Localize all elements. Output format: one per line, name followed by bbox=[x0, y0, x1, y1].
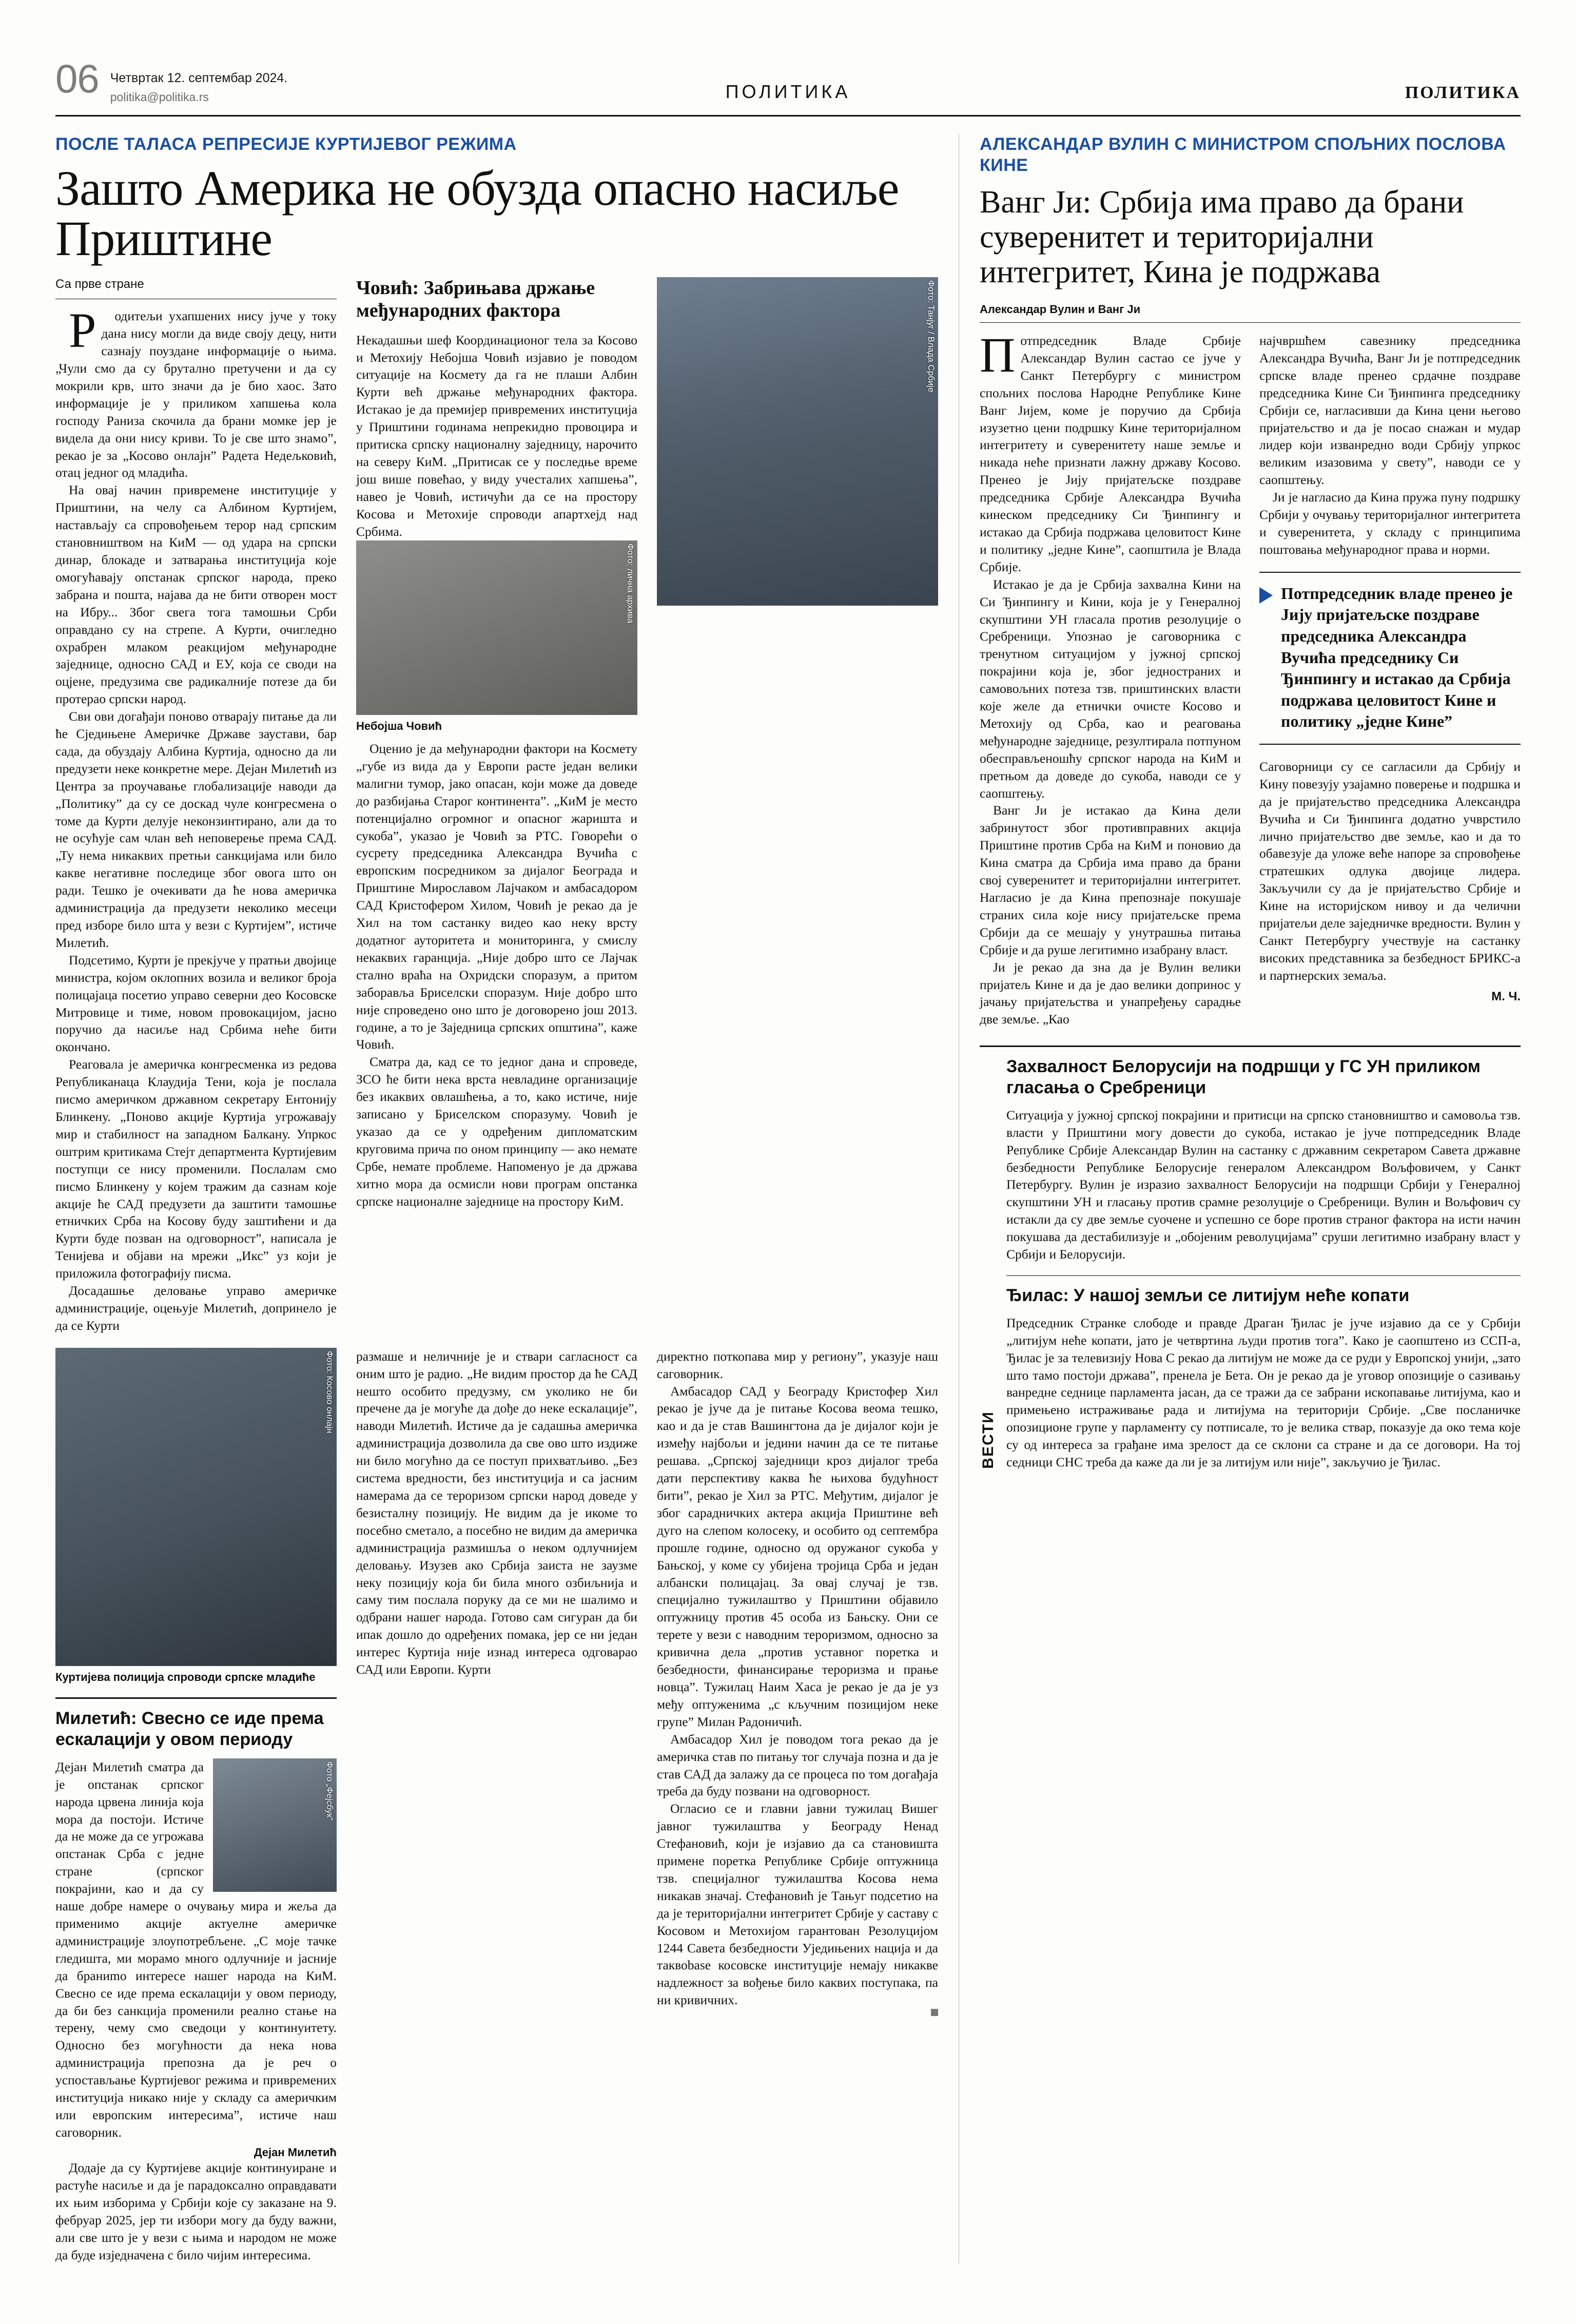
covic-portrait-block bbox=[356, 540, 637, 733]
main-paragraph-3: Сви ови догађаји поново отварају питање да ли ће Сједињене Америчке Државе заустави, бар сада, да обуздају Албина Куртија, односно да ли предузети неке конкретне мере. Дејан Милетић из Центра за проучавање глобализације наводи да „Политику” да су се доскад чуле конгресмена о томе да Курти делује неконзинтирано, али да то не осућује сам члан већ неповерење према САД. „Ту нема никаквих претњи санкцијама или било какве негативне последице због овога што он ради. Тешко је очекивати да ће нова америчка администрација да предузети неколико месеци пред изборе било шта у вези с Куртијем”, истиче Милетић. bbox=[55, 709, 337, 950]
secondary-article-headline: Ванг Ји: Србија има право да брани суверенитет и територијални интегритет, Кина је подржава bbox=[980, 184, 1464, 290]
covic-portrait-caption: Небојша Човић bbox=[356, 719, 442, 732]
miletic-portrait-photo bbox=[213, 1758, 337, 1892]
kosovo-police-photo bbox=[55, 1348, 337, 1666]
secondary-paragraph-4: Ји је рекао да зна да је Вулин велики пријатељ Кине и да је дао велики допринос у јачању пријатељства и унапређењу сарадње две земље. „Као bbox=[980, 959, 1241, 1027]
secondary-article-kicker: АЛЕКСАНДАР ВУЛИН С МИНИСТРОМ СПОЉНИХ ПОСЛОВА КИНЕ bbox=[980, 134, 1506, 176]
page-number: 06 bbox=[55, 56, 99, 101]
main-col2-paragraph-1: размаше и неличније је и ствари сагласност са оним што је радио. „Не видим простор да ће САД нешто особито предузму, см уколико не би пречене да је могуће да дође до неке ескалације”, наводи Милетић. Истиче да је садашња америчка администрација дозволила да све ово што издиже ни било могућно да се поступ прихватљиво. „Без система вредности, без институција и са јасним намерама да се тероризом српски народ доведе у безисталну позицију. Не видим да је икоме то посебно сметало, а посебно не видим да америчка администрација размишља о неком одлучнијем деловању. Изузев ако Србија заиста не заузме неку позицију која би била много озбиљнија и саму тим послала поруку да се ми не шалимо и одбрани нашег народа. Готово сам сигуран да би ипак дошло до одређених помака, јер се ни један интерес Куртија није изнад интереса одговарао САД или Европи. Курти bbox=[356, 1348, 637, 1677]
main-paragraph-5: Реаговала је америчка конгресменка из редова Републиканаца Клаудија Тени, која је послала писмо америчком државном секретару Ентонију Блинкену. „Поново акције Куртија угрожавају мир и стабилност на западном Балкану. Упркос оштрим критикама Стејт департмента Куртијевим поступци се нису променили. Послалам смо писмо Блинкену у којем тражим да сазнам које акције ће САД предузети да заштити тамошње етничких Срба на Косову буду заштићени и да Курти буде позван на одговорност”, написала је Тенијева и објави на мрежи „Икс” уз који је приложила фотографију писма. bbox=[55, 1057, 337, 1281]
main-article bbox=[55, 134, 959, 2264]
section-title: ПОЛИТИКА bbox=[725, 81, 851, 102]
main-col-3 bbox=[657, 277, 938, 1334]
secondary-paragraph-3: Ванг Ји је истакао да Кина дели забринутост због противправних акција Приштине против Срба на КиМ и поновио да Кина сматра да Србија има право да брани свој суверенитет и територијални интегритет. Нагласио је да Кина препознаје покушаје страних сила које нису пријатељске према Србији да се мешају у унутрашња питања Србије и да руше легитимно изабрану власт. bbox=[980, 803, 1241, 957]
covic-portrait-photo bbox=[356, 540, 637, 715]
vesti-section bbox=[980, 1045, 1521, 1471]
secondary-paragraph-5: најчвршћем савезнику председника Александра Вучића, Ванг Ји је потпредседник српске владе пренео срдачне поздраве председника Кине Си Ђинпинга председнику Србији се, нагласивши да Кина цени његово пријатељство и да је посао снажан и мудар лидер који изванредно води Србију упркос великим изазовима у свету”, наводи се у саопштењу. bbox=[1259, 333, 1521, 488]
main-paragraph-1: Родитељи ухапшених нису јуче у току дана нису могли да виде своју децу, нити сазнају поуздане информације о њима. „Чули смо да су брутално претучени и да су мокрили крв, што значи да је био хаос. Зато информације је у приликом хапшења кола господу Ранизa скочила да брани момке јер је видела да они нису криви. То је све што знамо”, рекао је за „Косово онлајн” Радета Недељковић, отац једног од младића. bbox=[55, 303, 337, 480]
miletic-portrait-credit: Фото „Фејсбук” bbox=[325, 1761, 335, 1821]
wang-vulin-photo-credit: Фото: Танјуг / Влада Србије bbox=[926, 280, 936, 393]
secondary-article bbox=[959, 134, 1521, 2264]
publication-logo: ПОЛИТИКА bbox=[1405, 83, 1521, 102]
main-paragraph-6: Досадашње деловање управо америчке администрације, оцењује Милетић, допринело је да се Курти bbox=[55, 1283, 337, 1333]
from-front-label: Са прве стране bbox=[55, 277, 144, 292]
main-article-top-columns bbox=[55, 277, 938, 1334]
main-col3-paragraph-3: Амбасадор Хил је поводом тога рекао да је америчка став по питању тог случаја позна и да је став САД да залажу да се процеса по том догађаја треба да буду позвани на одговорност. bbox=[657, 1731, 938, 1799]
secondary-paragraph-6: Ји је нагласио да Кина пружа пуну подршку Србији у очувању територијалног интегритета и суверенитета, у складу с принципима поштовања међународног права и норми. bbox=[1259, 490, 1521, 557]
main-article-headline: Зашто Америка не обузда опасно насиље Приштине bbox=[55, 161, 899, 266]
main-col3-paragraph-4: Огласио се и главни јавни тужилац Вишег јавног тужилаштва у Београду Ненад Стефановић, који је изјавио да са становишта примене поретка Републике Србије оптужница тзв. специјалног тужилаштва Косова нема никакав значај. Стефановић је Тањуг подсетио на да је територијални интегритет Србије у саставу с Косовом и Метохијом гарантован Резолуцијом 1244 Савета безбедности Уједињених нација и да таквоbase косовске институције немају никакве надлежност за вођење било каквих поступака, па ни кривичних. bbox=[657, 1801, 938, 2008]
author-signature: М. Ч. bbox=[1491, 989, 1521, 1003]
vesti-content bbox=[1006, 1056, 1521, 1471]
miletic-paragraph-2: Додаје да су Куртијеве акције континуиране и растуће насиље и да је парадоксално оправдавати их њим изборима у Србији које су заказане на 9. фебруар 2025, јер ти избори могу да буду важни, али све што је у вези с њима и народом не може да буде изједначена с било чијим интересима. bbox=[55, 2160, 337, 2262]
miletic-portrait-caption: Дејан Милетић bbox=[254, 2145, 337, 2159]
main-article-bottom-columns bbox=[55, 1348, 938, 2264]
wang-vulin-photo bbox=[657, 277, 938, 606]
page-content bbox=[55, 117, 1521, 2264]
wang-vulin-caption: Александар Вулин и Ванг Ји bbox=[980, 302, 1141, 316]
secondary-paragraph-7: Саговорници су се сагласили да Србију и Кину повезују узајамно поверење и подршка и да је пријатељство председника Александра Вучића и Си Ђинпинга додатно учврстило лично пријатељство две земље, као и да то обавезује да уложе веће напоре за спровођење стратешких одлука двојице лидера. Закључили су да је пријатељство Србије и Кине на историјском нивоу и да челични пријатељи деле заједничке вредности. Вулин у Санкт Петербургу учествује на састанку високих представника за безбедност БРИКС-а и партнерских земаља. bbox=[1259, 759, 1521, 983]
main-article-kicker: ПОСЛЕ ТАЛАСА РЕПРЕСИЈЕ КУРТИЈЕВОГ РЕЖИМА bbox=[55, 134, 517, 154]
pullquote-text: Потпредседник владе пренео је Јију пријатељске поздраве председника Александра Вучића председнику Си Ђинпингу и истакао да Србија подржава целовитост Кине и политику „једне Кине” bbox=[1281, 584, 1513, 731]
vesti-divider bbox=[1006, 1275, 1521, 1276]
secondary-body-columns bbox=[980, 327, 1521, 1028]
secondary-col-1 bbox=[980, 327, 1241, 1028]
main-col3-paragraph-1: директно поткопава мир у региону”, указује наш саговорник. bbox=[657, 1348, 938, 1381]
main-col-2 bbox=[356, 277, 637, 1334]
covic-subhead: Човић: Забрињава држање међународних фактора bbox=[356, 277, 595, 321]
covic-paragraph-2: Оценио је да међународни фактори на Космету „губе из вида да у Европи расте један велики малигни тумор, јако опасан, који може да доведе до разбијања Старог континента”. „КиМ је место потенцијално огромног и опасног жаришта и сукоба”, указао је Човић за РТС. Говорећи о сусрету председника Александра Вучића с европским посредником за дијалог Београда и Приштине Мирославом Лајчаком и амбасадором САД Кристофером Хилом, Човић је рекао да је Хил на том састанку видео као неку врсту додатног ауторитета и мониторинга, у смислу некаквих гаранција. „Није добро што се Лајчак стално враћа на Охридски споразум, а притом заборавља Брисeлски споразум. Није добро што није спроведено оно што је договорено још 2013. године, а то је Заједница српских општина”, каже Човић. bbox=[356, 741, 637, 1052]
kosovo-police-photo-credit: Фото: Косово онлајн bbox=[325, 1350, 335, 1434]
contact-email: politika@politika.rs bbox=[110, 90, 209, 104]
covic-portrait-credit: Фото: лична архива bbox=[626, 543, 635, 623]
pullquote-block bbox=[1259, 572, 1521, 745]
main-col3-paragraph-2: Амбасадор САД у Београду Кристофер Хил рекао је јуче да је питање Косова веома тешко, као и да је став Вашингтона да је дијалог који је између најбољи и једини начин да се те питање решава. „Српској заједници кроз дијалог треба дати перспективу каква ће њихова будућност бити”, рекао је Хил за РТС. Међутим, дијалог је због сарадничких актера акција Приштине већ дуго на слепом колосеку, и особито од септембра прошле године, односно од оружаног сукоба у Бањској, у коме су убијена тројица Срба и један албански полицајац. За овај случај је тзв. специјално тужилаштво у Приштини објавило оптужницу против 45 особа из Бањску. Они се терете у вези с наводним тероризмом, односно за кривична дела „против уставног поретка и безбедности, финансирање тероризма и прање новца”. Тужилац Наим Хаса је рекао је да је уз међу оптуженима „с кључним позицијом неке групе” Милан Радоничић. bbox=[657, 1383, 938, 1729]
miletic-subhead: Милетић: Свесно се иде према ескалацији у овом периоду bbox=[55, 1709, 324, 1750]
vesti-item2-paragraph: Председник Странке слободе и правде Драган Ђилас је јуче изјавио да се у Србији „литијум неће копати, јато је четвртина људи против тога”. Како је саопштено из ССП-а, Ђилас је за телевизију Нова С рекао да литијум не може да се руди у Европској унији, „зато што тамо постоји држава”, пренела је Бета. Он је рекао да је уговор опозиције о сазивању ванредне седнице парламента јасан, да се тражи да се забрани ископавање литијума, као и примењено истраживање рада и литијума на територији Србије. „Све посланичке опозиционе групе у парламенту су потписале, то је велика ствар, показује да око тема које су од интереса за грађане има зрелост да се склони са стране и да се договори. На тој седници СНС треба да каже да ли је за литијум или није”, закључио је Ђилас. bbox=[1006, 1315, 1521, 1470]
secondary-rule bbox=[980, 322, 1521, 323]
main-bottom-col-1 bbox=[55, 1348, 337, 2264]
main-col-1 bbox=[55, 277, 337, 1334]
secondary-col-2 bbox=[1259, 332, 1521, 1028]
miletic-rule bbox=[55, 1697, 337, 1699]
triangle-icon bbox=[1259, 587, 1273, 604]
miletic-paragraph-1: Дејан Милетић сматра да је опстанак српског народа црвена линија која мора да постоји. Истиче да не може да се угрожава опстанак Срба с једне стране (српског покрајини, као и да су наше добре намере о очувању мира и жеља да применимо акције актуелне америчке администрације злоупотребљене. „С моје тачке гледишта, ми морамо много одлучније и јасније да браниmo интересе нашег народа на КиМ. Свесно се иде према ескалацији у овом периоду, да би без санкција променили реално стање на терену, чему смо сведоци у континуитету. Односно без могућности да нека нова администрација препозна да је реч о успостављање Куртијевог режима и привремених институција никако није у складу са америчким или европским интересима”, истиче наш саговорник. bbox=[55, 1759, 337, 2140]
vesti-item1-subhead: Захвалност Белорусији на подршци у ГС УН приликом гласања о Сребреници bbox=[1006, 1057, 1481, 1098]
end-mark bbox=[931, 2009, 938, 2016]
kosovo-police-caption: Куртијева полиција спроводи српске младиће bbox=[55, 1670, 316, 1683]
vesti-label: ВЕСТИ bbox=[980, 1411, 997, 1469]
vesti-item1-paragraph: Ситуација у јужној српској покрајини и притисци на српско становништво и самовоља тзв. власти у Приштини могу довести до сукоба, истакао је јуче потпредседник Владе Републике Србије Александар Вулин на састанку с државним секретаром Савета државне безбедности Републике Белорусије генералом Александром Вољфовичем, у Санкт Петербургу. Вулин је изразио захвалност Белорусији на подршци Србији у Генералној скупштини УН и гласању против срамне резолуције о Сребреници. Вулин и Вољфович су истакли да су две земље суочене и успешно се боре против страног фактора на исти начин покушава да дестабилизује и „обојеним револуцијама” сруши легитимно изабрану власт у Србији и Белорусији. bbox=[1006, 1107, 1521, 1262]
covic-paragraph-3: Сматра да, кад се то једног дана и спроведе, ЗСО ће бити нека врста невладине организације без икаквих овлашћења, а то, како истиче, није записано у Бриселском споразуму. Човић је указао да се у одређеним дипломатским круговима прича по оном принципу — ако немате Србе, немате проблеме. Напоменуо је да држава хитно мора да осмисли нови програм опстанка српске националне заједнице на простору КиМ. bbox=[356, 1054, 637, 1209]
main-paragraph-2: На овај начин привремене институције у Приштини, на челу са Албином Куртијем, настављају са спровођењем терор над српским становништвом на КиМ — од удара на српски динар, блокаде и затварања институција које омогућавају опстанак српског народа, преко забрана и пошта, најава да не бити отворен мост на Ибру... Због свега тога тамошњи Срби оправдано су на стрепе. А Курти, очигледно охрабрен млаком реакцијом међународне заједнице, односно САД и ЕУ, која се свoди на оцјене, предузима све радикалније потезе да би протерао српски народ. bbox=[55, 482, 337, 707]
main-paragraph-4: Подсетимо, Курти је прекјуче у пратњи двојице министра, којом оклопних возила и великог броја полицајаца посетио управо северни део Косовске Митровице и тиме, новом провокацијом, јасно поручио да насиље над Србима неће бити окончано. bbox=[55, 952, 337, 1055]
secondary-paragraph-2: Истакао је да је Србија захвална Кини на Си Ђинпингу и Кини, која је у Генералној скупштини УН гласала против резолуције о Сребреници. Упознао је саговорника с тренутном ситуацијом у јужној српској покрајини која је, због једнострaних и самовољних потеза тзв. приштинских власти које желе да етнички очисте Косово и Метохију од Срба, као и реаговања међународне заједнице, резултирала потпуном обесправљеношћу српског народа на КиМ и претњом да доведе до сукоба, наводи се у саопштењу. bbox=[980, 576, 1241, 801]
secondary-paragraph-1: Потпредседник Владе Србије Александар Вулин састао се јуче у Санкт Петербургу с министром спољних послова Народне Републике Кине Ванг Јијем, коме је поручио да Србија изузетно цени подршку Кине територијалном интегритету и суверенитету наше земље и никада неће признати лажну државу Косово. Пренео је Јију пријатељске поздраве председника Србије Александра Вучића кинеском председнику Си Ђинпингу и истакао да Србија подржава целовитост Кине и политику „једне Кине”, саопштила је Влада Србије. bbox=[980, 327, 1241, 574]
covic-paragraph-1: Некадашњи шеф Координационог тела за Косово и Метохију Небојша Човић изјавио је поводом ситуације на Космету да га не плаши Албин Курти већ држање међународних фактора. Истакао је да премијер привремених институција у Приштини годинама непрекидно провоцира и притиска српску националну заједницу, нарочито на северу КиМ. „Притисак се у последње време још више повећао, у виду учесталих хапшења”, навео је Човић, истичући да се на простору Косова и Метохије спроводи апартхејд над Србима. bbox=[356, 332, 637, 539]
vesti-item2-subhead: Ђилас: У нашој земљи се литијум неће копати bbox=[1006, 1286, 1410, 1305]
masthead bbox=[55, 0, 1521, 113]
main-bottom-col-3 bbox=[657, 1348, 938, 2264]
issue-date: Четвртак 12. септембар 2024. bbox=[110, 71, 288, 85]
main-bottom-col-2 bbox=[356, 1348, 637, 2264]
